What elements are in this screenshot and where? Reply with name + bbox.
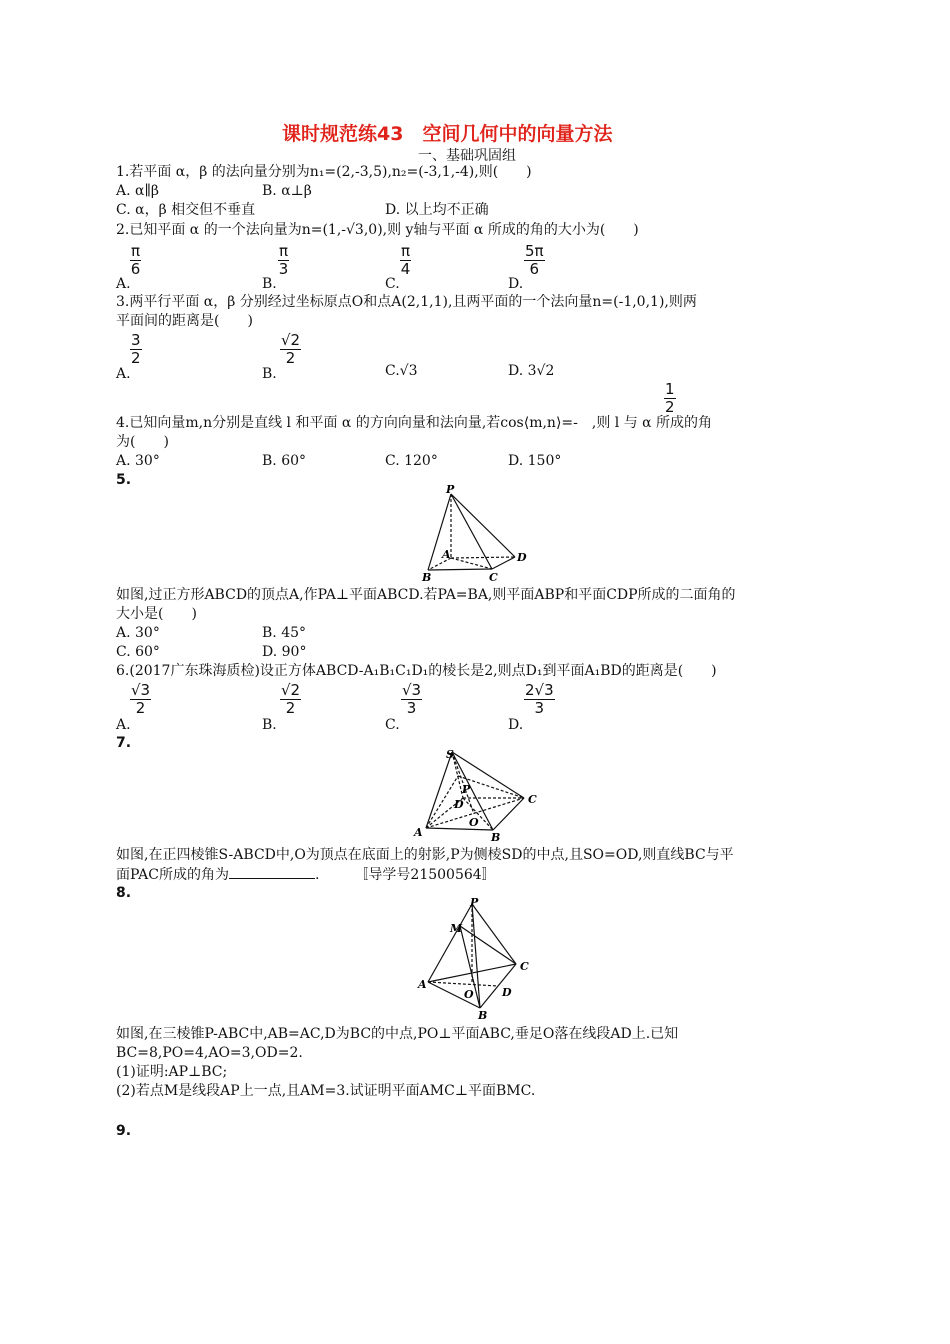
q6-stem: 6.(2017广东珠海质检)设正方体ABCD-A₁B₁C₁D₁的棱长是2,则点D₁到平面A₁BD的距离是( ) [116,663,717,679]
q5-option-d: D. 90° [262,644,307,660]
q5-number: 5. [116,472,132,488]
q3-label-a: A. [116,366,131,382]
q7-number: 7. [116,735,132,751]
q6-fraction-d: $\frac{2√3}{3}$ [525,681,554,717]
q2-stem: 2.已知平面 α 的一个法向量为n=(1,-√3,0),则 y轴与平面 α 所成的角的大小为( ) [116,222,639,238]
q6-label-d: D. [508,717,524,733]
q3-option-d: D. 3√2 [508,363,555,379]
q8-stem-line1: 如图,在三棱锥P-ABC中,AB=AC,D为BC的中点,PO⊥平面ABC,垂足O落在线段AD上.已知 [116,1026,679,1042]
section-heading: 一、基础巩固组 [418,148,516,164]
q2-fraction-b: $\frac{\pi}{3}$ [278,242,289,278]
q4-option-a: A. 30° [116,453,160,469]
q8-label-a: A [418,978,427,991]
q5-label-a: A [442,548,451,561]
q5-option-a: A. 30° [116,625,160,641]
q4-stem-part1: 4.已知向量m,n分别是直线 l 和平面 α 的方向向量和法向量,若cos⟨m,n⟩=- [116,415,578,431]
q7-label-b: B [491,831,501,844]
q6-fraction-a: $\frac{√3}{2}$ [131,681,151,717]
q8-label-p: P [470,896,479,909]
q1-option-a: A. α∥β [116,183,160,199]
q5-option-c: C. 60° [116,644,160,660]
q7-stem-part1: 面PAC所成的角为 [116,867,229,883]
q5-label-c: C [489,571,498,584]
q2-label-c: C. [385,276,400,292]
q7-answer-blank[interactable] [229,865,315,879]
q4-option-b: B. 60° [262,453,307,469]
q3-stem-line1: 3.两平行平面 α，β 分别经过坐标原点O和点A(2,1,1),且两平面的一个法向量n=(-1,0,1),则两 [116,294,697,310]
q4-option-d: D. 150° [508,453,562,469]
q8-number: 8. [116,885,132,901]
q4-stem-line2: 为( ) [116,434,169,450]
q2-fraction-d: $\frac{5\pi}{6}$ [525,242,544,278]
q6-fraction-b: $\frac{√2}{2}$ [281,681,301,717]
q1-stem: 1.若平面 α，β 的法向量分别为n₁=(2,-3,5),n₂=(-3,1,-4),则( ) [116,164,532,180]
q4-option-c: C. 120° [385,453,438,469]
q2-label-b: B. [262,276,277,292]
q5-label-d: D [517,551,527,564]
q6-label-c: C. [385,717,400,733]
q2-label-d: D. [508,276,524,292]
q4-stem-line1 [116,414,712,432]
q7-label-a: A [414,826,423,839]
q2-fraction-a: $\frac{\pi}{6}$ [130,242,141,278]
q3-fraction-b: $\frac{√2}{2}$ [281,331,301,367]
q3-fraction-a: $\frac{3}{2}$ [131,331,141,367]
q4-stem-part2: ,则 l 与 α 所成的角 [591,415,713,431]
q8-label-d: D [502,986,512,999]
q7-pyramid-figure [408,746,548,844]
q8-label-c: C [520,960,529,973]
q8-label-m: M [450,922,463,935]
q7-label-p: P [462,783,471,796]
q3-option-c: C.√3 [385,363,418,379]
q7-stem-line2 [116,865,496,884]
q7-label-s: S [446,748,454,761]
q5-option-b: B. 45° [262,625,307,641]
q6-label-a: A. [116,717,131,733]
q8-label-o: O [464,988,474,1001]
q7-label-o: O [469,816,479,829]
q5-label-p: P [446,484,455,496]
q7-label-c: C [528,793,537,806]
q8-part-1: (1)证明:AP⊥BC; [116,1064,228,1080]
q3-stem-line2: 平面间的距离是( ) [116,313,253,329]
q5-stem-line2: 大小是( ) [116,606,197,622]
q7-stem-line1: 如图,在正四棱锥S-ABCD中,O为顶点在底面上的射影,P为侧棱SD的中点,且SO=OD,则直线BC与平 [116,847,734,863]
q6-label-b: B. [262,717,277,733]
q7-label-d: D [454,798,464,811]
q1-option-c: C. α，β 相交但不垂直 [116,202,256,218]
q7-stem-part2: . 〚导学号21500564〛 [314,867,496,883]
q8-pyramid-figure [412,896,542,1020]
q9-number: 9. [116,1123,132,1139]
q5-label-b: B [422,571,432,584]
q3-label-b: B. [262,366,277,382]
q8-stem-line2: BC=8,PO=4,AO=3,OD=2. [116,1045,303,1061]
page-title: 课时规范练43 空间几何中的向量方法 [282,123,613,145]
q2-fraction-c: $\frac{\pi}{4}$ [400,242,411,278]
q5-stem-line1: 如图,过正方形ABCD的顶点A,作PA⊥平面ABCD.若PA=BA,则平面ABP和平面CDP所成的二面角的 [116,587,736,603]
q8-part-2: (2)若点M是线段AP上一点,且AM=3.试证明平面AMC⊥平面BMC. [116,1083,536,1099]
q1-option-b: B. α⊥β [262,183,312,199]
q4-fraction: $\frac{1}{2}$ [665,380,675,416]
q2-label-a: A. [116,276,131,292]
q6-fraction-c: $\frac{√3}{3}$ [402,681,422,717]
q8-label-b: B [478,1009,488,1020]
q5-pyramid-figure [418,484,538,584]
q1-option-d: D. 以上均不正确 [385,202,489,218]
